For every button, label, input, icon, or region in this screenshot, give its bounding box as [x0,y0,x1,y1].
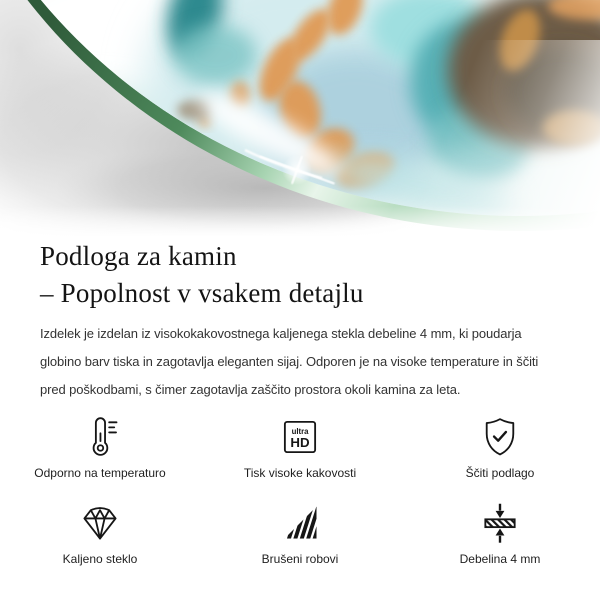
compress-thickness-icon [478,500,522,546]
feature-item-polished-edges [200,500,400,566]
glass-pad-image [0,0,600,236]
feature-label: Ščiti podlago [465,465,535,480]
feature-label: Odporno na temperaturo [34,465,166,480]
thermometer-icon [78,414,122,460]
feature-item-protection [400,414,600,480]
feature-item-temperature [0,414,200,480]
product-description: Izdelek je izdelan iz visokokakovostnega kaljenega stekla debeline 4 mm, ki poudarja globino barv tiska in zagotavlja eleganten sijaj. Odporen je na visoke temperature in ščiti pred poškodbami, s čimer zagotavlja zaščito prostora okoli kamina za leta. [40,325,539,397]
feature-label: Brušeni robovi [261,551,339,566]
features-grid [0,414,600,567]
bottom-fade [0,206,600,236]
ultra-hd-icon [278,414,322,460]
feature-item-print-quality [200,414,400,480]
polished-edges-icon [278,500,322,546]
shield-check-icon [478,414,522,460]
feature-label: Kaljeno steklo [62,551,138,566]
title-line-2: – Popolnost v vsakem detajlu [40,278,364,309]
feature-label: Tisk visoke kakovosti [243,465,357,480]
feature-item-tempered-glass [0,500,200,566]
feature-label: Debelina 4 mm [459,551,541,566]
product-photo [0,0,600,236]
product-info-section [0,238,600,566]
diamond-icon [78,500,122,546]
ultra-hd-badge-bottom: HD [290,434,310,450]
ultra-hd-badge-top: ultra [291,426,309,436]
feature-item-thickness [400,500,600,566]
title-line-1: Podloga za kamin [40,241,237,271]
page-title [40,238,560,313]
